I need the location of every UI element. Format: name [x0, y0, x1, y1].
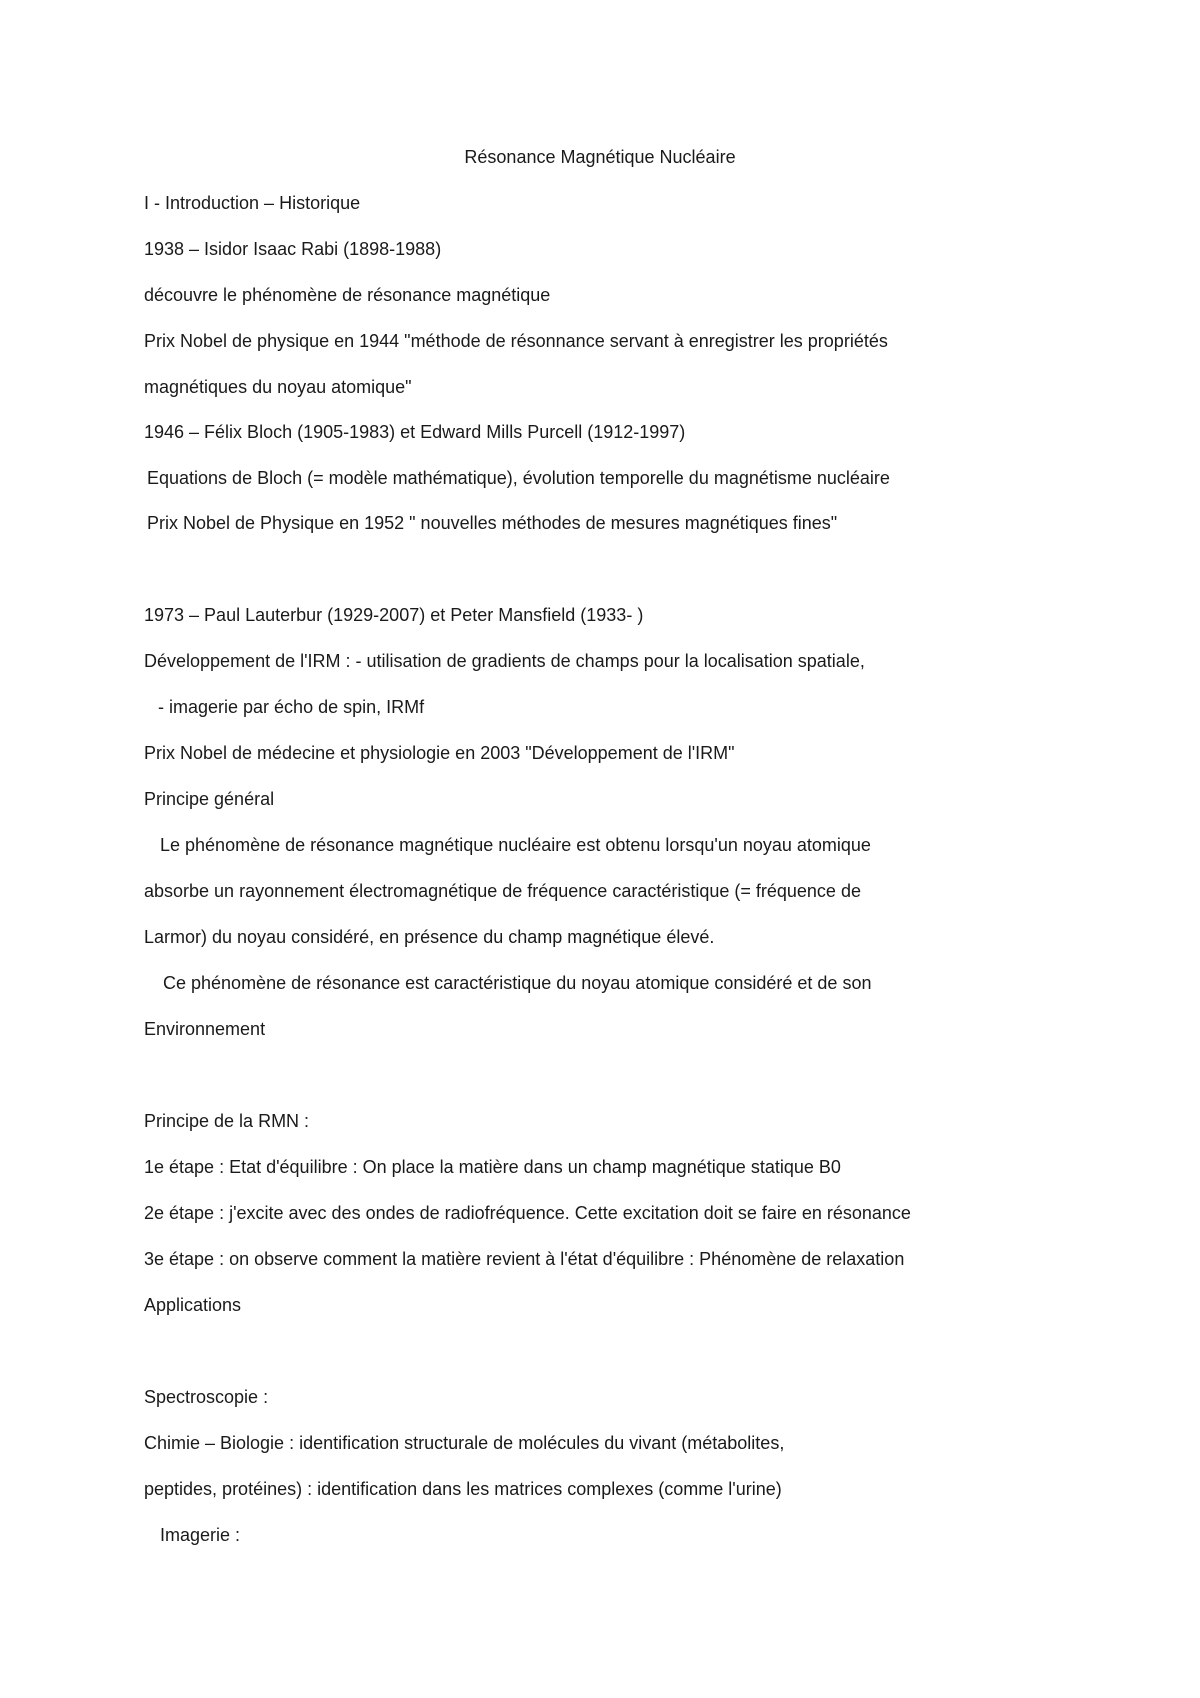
paragraph-line: Prix Nobel de physique en 1944 "méthode de résonnance servant à enregistrer les propriétés: [144, 331, 888, 351]
paragraph-line: Prix Nobel de médecine et physiologie en 2003 "Développement de l'IRM": [144, 743, 735, 763]
paragraph-line: Larmor) du noyau considéré, en présence du champ magnétique élevé.: [144, 927, 715, 947]
paragraph-line: Chimie – Biologie : identification structurale de molécules du vivant (métabolites,: [144, 1433, 785, 1453]
paragraph-line: Développement de l'IRM : - utilisation de gradients de champs pour la localisation spatiale,: [144, 651, 865, 671]
list-item-step-3: 3e étape : on observe comment la matière revient à l'état d'équilibre : Phénomène de relaxation: [144, 1249, 905, 1269]
timeline-entry-1938: 1938 – Isidor Isaac Rabi (1898-1988): [144, 239, 442, 259]
paragraph-line: magnétiques du noyau atomique": [144, 377, 412, 397]
section-heading-applications: Applications: [144, 1295, 242, 1315]
list-item-step-1: 1e étape : Etat d'équilibre : On place la matière dans un champ magnétique statique B0: [144, 1157, 841, 1177]
paragraph-line: - imagerie par écho de spin, IRMf: [158, 697, 425, 717]
paragraph-line: Le phénomène de résonance magnétique nucléaire est obtenu lorsqu'un noyau atomique: [160, 835, 871, 855]
paragraph-line: Environnement: [144, 1019, 266, 1039]
paragraph-line: Equations de Bloch (= modèle mathématique), évolution temporelle du magnétisme nucléaire: [147, 468, 890, 488]
paragraph-line: absorbe un rayonnement électromagnétique de fréquence caractéristique (= fréquence de: [144, 881, 861, 901]
timeline-entry-1946: 1946 – Félix Bloch (1905-1983) et Edward Mills Purcell (1912-1997): [144, 422, 686, 442]
document-title: Résonance Magnétique Nucléaire: [464, 147, 736, 167]
section-heading-spectroscopie: Spectroscopie :: [144, 1387, 269, 1407]
section-heading-introduction: I - Introduction – Historique: [144, 193, 361, 213]
paragraph-line: Ce phénomène de résonance est caractéristique du noyau atomique considéré et de son: [163, 973, 872, 993]
paragraph-line: découvre le phénomène de résonance magnétique: [144, 285, 551, 305]
timeline-entry-1973: 1973 – Paul Lauterbur (1929-2007) et Peter Mansfield (1933- ): [144, 605, 644, 625]
paragraph-line: peptides, protéines) : identification dans les matrices complexes (comme l'urine): [144, 1479, 782, 1499]
paragraph-line: Prix Nobel de Physique en 1952 " nouvelles méthodes de mesures magnétiques fines": [147, 513, 838, 533]
section-heading-imagerie: Imagerie :: [160, 1525, 241, 1545]
section-heading-principe-rmn: Principe de la RMN :: [144, 1111, 310, 1131]
list-item-step-2: 2e étape : j'excite avec des ondes de radiofréquence. Cette excitation doit se faire en résonance: [144, 1203, 911, 1223]
section-heading-principe-general: Principe général: [144, 789, 275, 809]
